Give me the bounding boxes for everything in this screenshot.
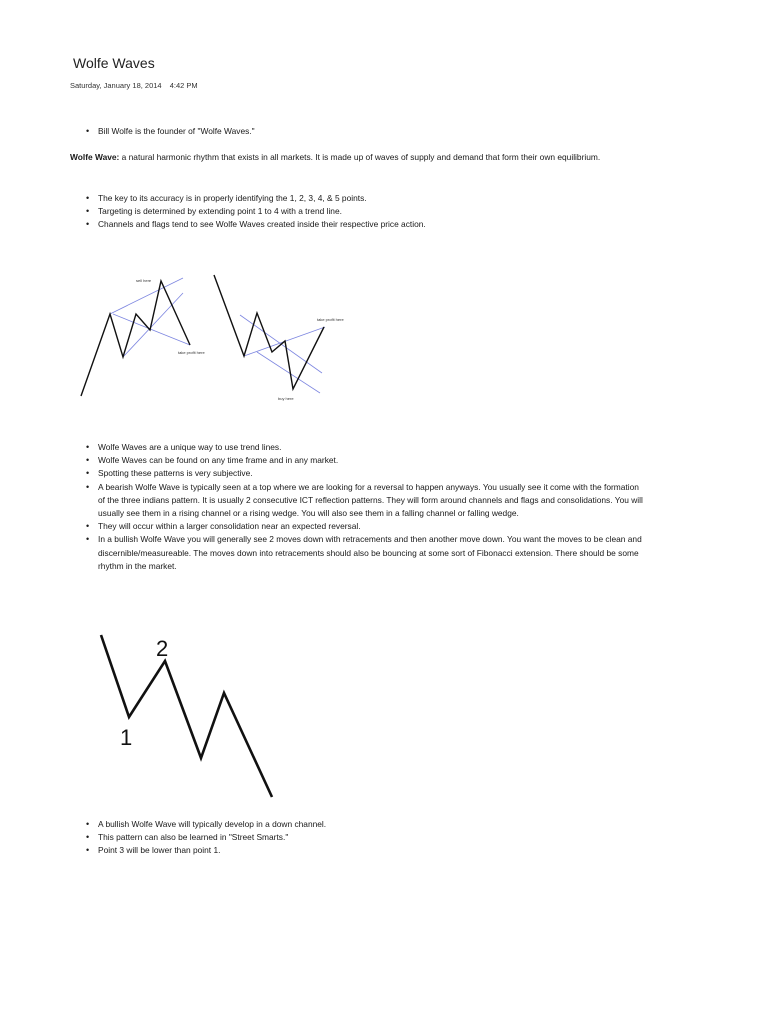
list-item: • Wolfe Waves can be found on any time frame and in any market.: [86, 454, 646, 467]
wave-figure-path: [101, 635, 272, 797]
wave-label-1: 1: [120, 725, 133, 750]
label-sell-here: sell here: [136, 278, 152, 283]
label-take-profit-right: take profit here: [317, 317, 344, 322]
list-item: • A bearish Wolfe Wave is typically seen at a top where we are looking for a reversal to happen anyways. You usually see it come with the formation of the three indians pattern. It is usually 2 consecutive ICT reflection patterns. They will form around channels and flags and consolidations. You will usually see them in a rising channel or a rising wedge. You will also see them in a falling channel or falling wedge.: [86, 481, 646, 521]
label-take-profit-left: take profit here: [178, 350, 205, 355]
list-item: • The key to its accuracy is in properly identifying the 1, 2, 3, 4, & 5 points.: [86, 192, 646, 205]
list-item: • Channels and flags tend to see Wolfe Waves created inside their respective price action.: [86, 218, 646, 231]
page-title: Wolfe Waves: [73, 55, 155, 71]
wave-label-2: 2: [156, 636, 169, 661]
list-item: • Spotting these patterns is very subjective.: [86, 467, 646, 480]
list-item: • A bullish Wolfe Wave will typically develop in a down channel.: [86, 818, 646, 831]
list-item: • In a bullish Wolfe Wave you will generally see 2 moves down with retracements and then another move down. You want the moves to be clean and discernible/measureable. The moves down into retracements should also be bouncing at some sort of Fibonacci extension. There should be some rhythm in the market.: [86, 533, 646, 573]
list-item: • This pattern can also be learned in "Street Smarts.": [86, 831, 646, 844]
definition-text: a natural harmonic rhythm that exists in all markets. It is made up of waves of supply and demand that form their own equilibrium.: [119, 152, 601, 162]
date-time: 4:42 PM: [169, 81, 198, 90]
final-list: [86, 818, 646, 858]
list-item: • Targeting is determined by extending point 1 to 4 with a trend line.: [86, 205, 646, 218]
list-item: • Bill Wolfe is the founder of "Wolfe Waves.": [86, 125, 646, 138]
list-item: • They will occur within a larger consolidation near an expected reversal.: [86, 520, 646, 533]
date-day: Saturday, January 18, 2014: [70, 81, 162, 90]
label-buy-here: buy here: [278, 396, 294, 401]
definition-term: Wolfe Wave:: [70, 152, 120, 162]
list-item: • Wolfe Waves are a unique way to use trend lines.: [86, 441, 646, 454]
list-item: • Point 3 will be lower than point 1.: [86, 844, 646, 857]
